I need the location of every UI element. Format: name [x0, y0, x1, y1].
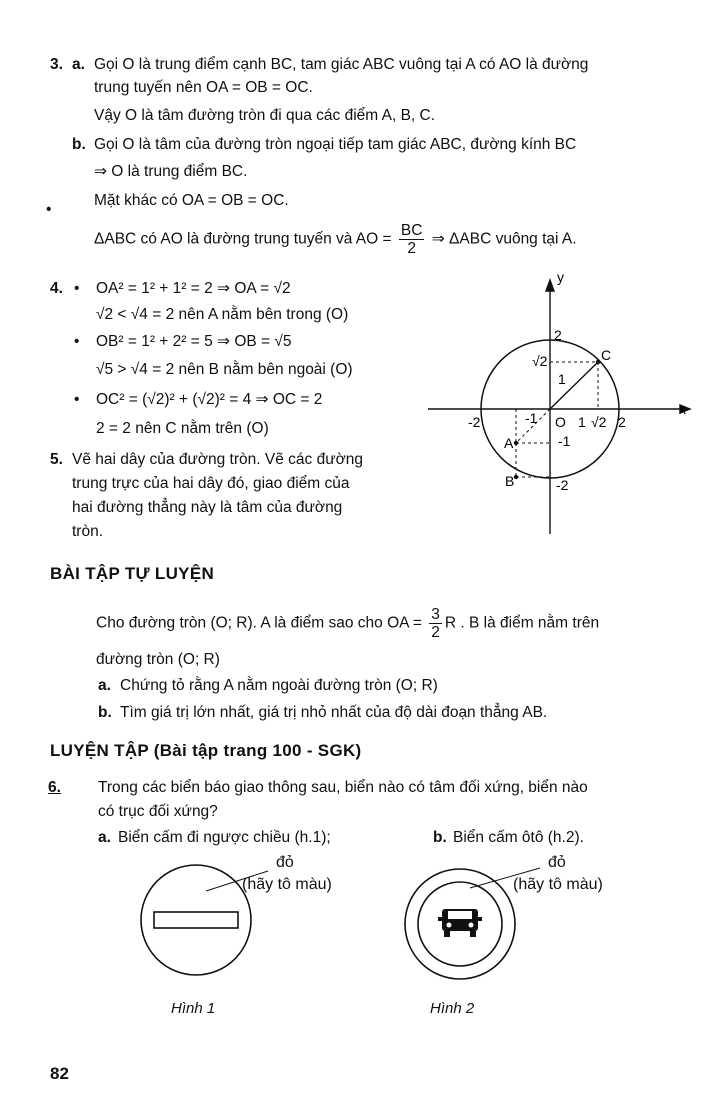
ex4-line6: 2 = 2 nên C nằm trên (O)	[96, 420, 269, 437]
sign2-note: (hãy tô màu)	[513, 876, 603, 893]
luyentap-heading: LUYỆN TẬP (Bài tập trang 100 - SGK)	[50, 741, 362, 760]
tick-y-neg2: -2	[556, 477, 569, 493]
ex6-b-label: b.	[433, 829, 447, 846]
frac-numerator: BC	[400, 222, 423, 239]
ex4-number: 4.	[50, 280, 63, 297]
ex6-number: 6.	[48, 779, 61, 796]
ex3a-line3: Vậy O là tâm đường tròn đi qua các điểm A, B, C.	[94, 107, 436, 124]
ex4-bullet-1: •	[74, 280, 80, 297]
ex6-line1: Trong các biển báo giao thông sau, biển nào có tâm đối xứng, biển nào	[98, 779, 588, 796]
tick-x-2: 2	[618, 414, 626, 430]
x-label: x	[679, 401, 686, 417]
y-axis-arrow-icon	[546, 280, 554, 291]
tick-x-sqrt2: √2	[591, 414, 607, 430]
practice-b-label: b.	[98, 704, 112, 721]
car-icon	[438, 909, 482, 937]
tick-x-neg1: -1	[525, 410, 538, 426]
sign1-note: (hãy tô màu)	[242, 876, 332, 893]
tick-y-neg1: -1	[558, 433, 571, 449]
tick-x-1: 1	[578, 414, 586, 430]
ex3b-line4-post: ⇒ ΔABC vuông tại A.	[431, 230, 577, 248]
point-b	[514, 475, 518, 479]
fraction-3-over-2	[429, 606, 442, 641]
frac-numerator: 3	[431, 606, 440, 623]
caption-hinh-1: Hình 1	[171, 1000, 216, 1017]
fraction-bc-over-2	[399, 222, 425, 257]
stray-dot: •	[46, 201, 52, 218]
ex4-line1: OA² = 1² + 1² = 2 ⇒ OA = √2	[96, 280, 291, 297]
label-b: B	[505, 473, 515, 489]
tick-y-1: 1	[558, 371, 566, 387]
practice-a-text: Chứng tỏ rằng A nằm ngoài đường tròn (O; R)	[120, 677, 438, 694]
label-c: C	[601, 347, 612, 363]
ex3b-line3: Mặt khác có OA = OB = OC.	[94, 192, 289, 209]
circle-coordinate-figure	[420, 262, 700, 542]
tick-y-2: 2	[554, 327, 562, 343]
ex6-line2: có trục đối xứng?	[98, 803, 218, 820]
ex5-line2: trung trực của hai dây đó, giao điểm của	[72, 475, 350, 492]
ex4-bullet-2: •	[74, 333, 80, 350]
ex5-number: 5.	[50, 451, 63, 468]
sign2-red-label: đỏ	[548, 854, 566, 871]
ex6-a-label: a.	[98, 829, 111, 846]
page-number: 82	[50, 1064, 69, 1083]
practice-b-text: Tìm giá trị lớn nhất, giá trị nhỏ nhất của độ dài đoạn thẳng AB.	[120, 704, 548, 721]
ex5-line1: Vẽ hai dây của đường tròn. Vẽ các đường	[72, 451, 363, 468]
tick-y-sqrt2: √2	[532, 353, 548, 369]
practice-line1-pre: Cho đường tròn (O; R). A là điểm sao cho OA =	[96, 614, 422, 632]
tick-x-neg2: -2	[468, 414, 481, 430]
ex4-line3: OB² = 1² + 2² = 5 ⇒ OB = √5	[96, 333, 292, 350]
label-o: O	[555, 414, 566, 430]
ex6-a-text: Biển cấm đi ngược chiều (h.1);	[118, 829, 331, 846]
point-c	[596, 360, 600, 364]
no-entry-bar	[154, 912, 238, 928]
point-a	[514, 441, 518, 445]
ex3a-label: a.	[72, 56, 85, 73]
ex4-bullet-3: •	[74, 391, 80, 408]
ex3a-line1: Gọi O là trung điểm cạnh BC, tam giác ABC vuông tại A có AO là đường	[94, 56, 589, 73]
ex5-line4: tròn.	[72, 523, 104, 540]
ex6-b-text: Biển cấm ôtô (h.2).	[453, 829, 584, 846]
practice-line2: đường tròn (O; R)	[96, 651, 220, 668]
practice-line1	[96, 606, 599, 641]
ex4-line5: OC² = (√2)² + (√2)² = 4 ⇒ OC = 2	[96, 391, 323, 408]
frac-denominator: 2	[431, 624, 440, 641]
frac-denominator: 2	[407, 240, 416, 257]
sign1-red-label: đỏ	[276, 854, 294, 871]
ex3b-label: b.	[72, 136, 86, 153]
ex4-line2: √2 < √4 = 2 nên A nằm bên trong (O)	[96, 306, 349, 323]
practice-line1-post: R . B là điểm nằm trên	[444, 614, 600, 632]
label-a: A	[504, 435, 514, 451]
ex4-line4: √5 > √4 = 2 nên B nằm bên ngoài (O)	[96, 361, 353, 378]
ex5-line3: hai đường thẳng này là tâm của đường	[72, 499, 343, 516]
caption-hinh-2: Hình 2	[430, 1000, 475, 1017]
ex3b-line1: Gọi O là tâm của đường tròn ngoại tiếp tam giác ABC, đường kính BC	[94, 136, 577, 153]
ex3a-line2: trung tuyến nên OA = OB = OC.	[94, 79, 313, 96]
ex3b-line4	[94, 222, 577, 257]
practice-heading: BÀI TẬP TỰ LUYỆN	[50, 564, 215, 583]
practice-a-label: a.	[98, 677, 111, 694]
sign-no-cars	[400, 852, 640, 1002]
ex3-number: 3.	[50, 56, 63, 73]
ex3b-line4-pre: ΔABC có AO là đường trung tuyến và AO =	[94, 230, 392, 248]
y-label: y	[557, 269, 564, 285]
ex3b-line2: ⇒ O là trung điểm BC.	[94, 163, 248, 180]
